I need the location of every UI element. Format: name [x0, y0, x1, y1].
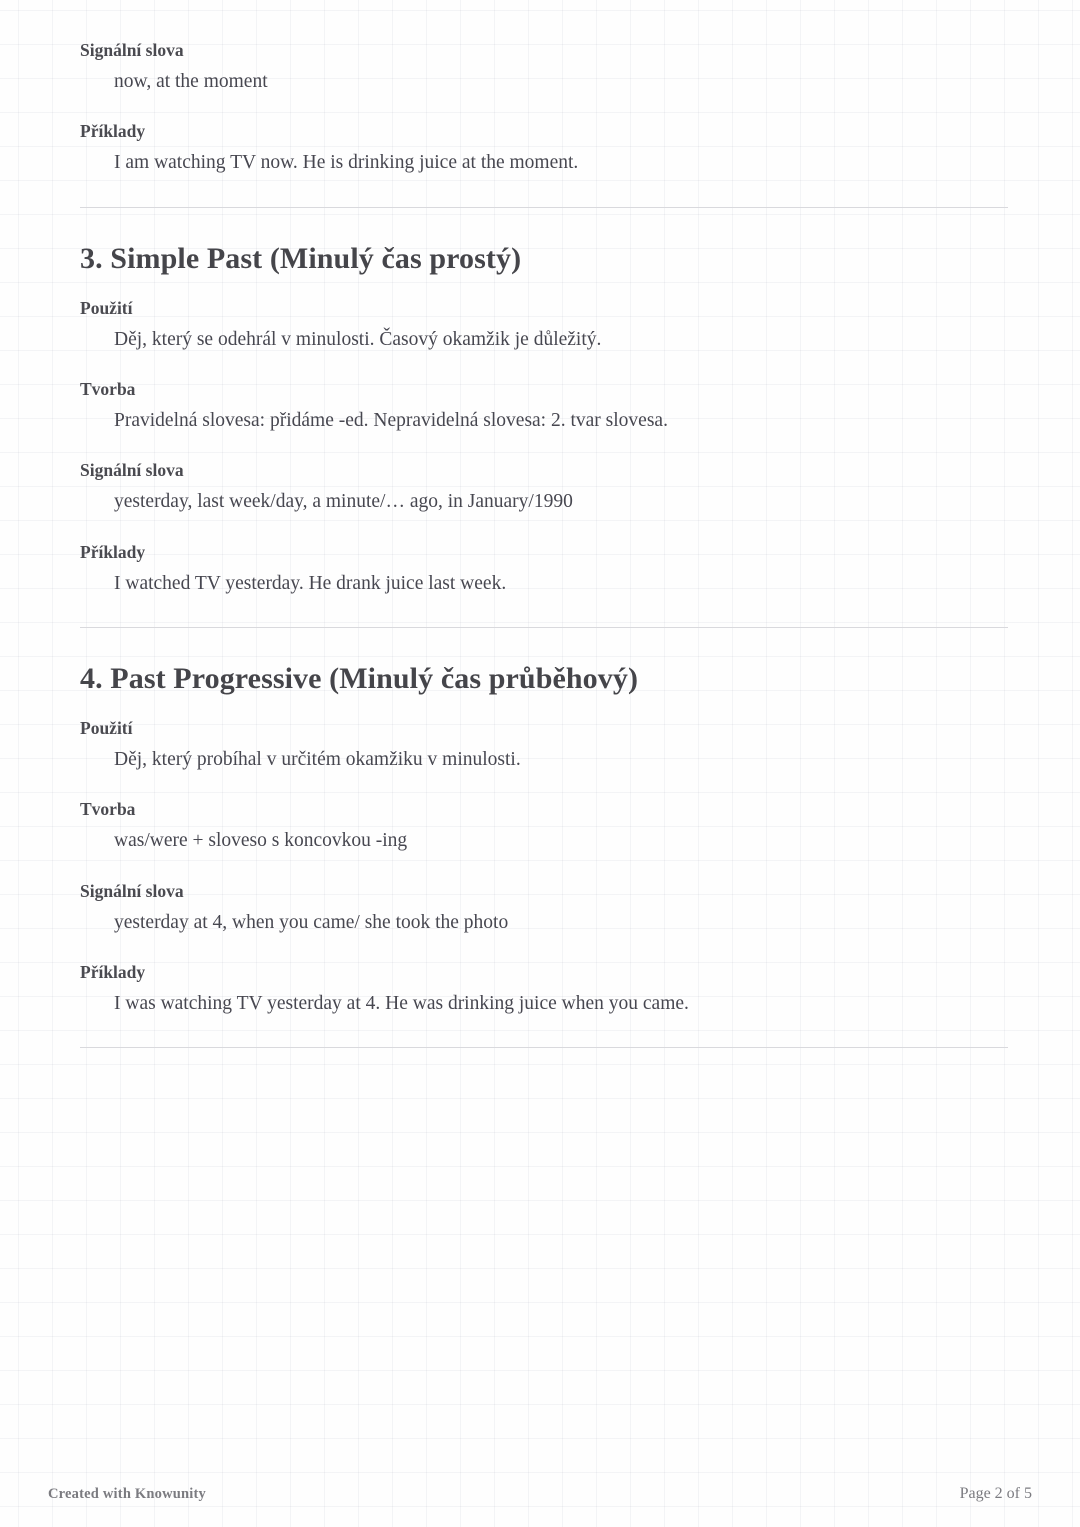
- document-content: [80, 40, 1008, 1048]
- field-value: Pravidelná slovesa: přidáme -ed. Nepravidelná slovesa: 2. tvar slovesa.: [114, 409, 668, 431]
- field-block: [80, 962, 1008, 1017]
- field-label: Příklady: [80, 961, 146, 982]
- field-block: [80, 121, 1008, 176]
- page-footer: [48, 1485, 1032, 1503]
- field-label: Příklady: [80, 541, 146, 562]
- section-present-progressive-continued: [80, 40, 1008, 208]
- field-block: [80, 718, 1008, 773]
- field-block: [80, 542, 1008, 597]
- field-value: I was watching TV yesterday at 4. He was drinking juice when you came.: [114, 992, 689, 1014]
- footer-credit: Created with Knowunity: [48, 1486, 207, 1502]
- footer-page-indicator: Page 2 of 5: [959, 1485, 1032, 1502]
- field-label: Signální slova: [80, 460, 184, 481]
- field-block: [80, 379, 1008, 434]
- section-heading: 4. Past Progressive (Minulý čas průběhový): [80, 661, 639, 695]
- field-value: yesterday, last week/day, a minute/… ago, in January/1990: [114, 491, 573, 513]
- field-label: Tvorba: [80, 799, 136, 820]
- field-block: [80, 298, 1008, 353]
- field-label: Použití: [80, 297, 133, 318]
- section-divider: [80, 207, 1008, 208]
- field-value: Děj, který probíhal v určitém okamžiku v minulosti.: [114, 748, 521, 770]
- section-divider: [80, 627, 1008, 628]
- section-simple-past: [80, 242, 1008, 628]
- field-label: Příklady: [80, 121, 146, 142]
- field-value: I am watching TV now. He is drinking juice at the moment.: [114, 152, 579, 174]
- field-block: [80, 799, 1008, 854]
- field-value: I watched TV yesterday. He drank juice last week.: [114, 572, 507, 594]
- section-divider: [80, 1047, 1008, 1048]
- field-label: Použití: [80, 717, 133, 738]
- section-heading: 3. Simple Past (Minulý čas prostý): [80, 241, 522, 275]
- field-value: Děj, který se odehrál v minulosti. Časový okamžik je důležitý.: [114, 328, 602, 350]
- section-past-progressive: [80, 662, 1008, 1048]
- field-label: Signální slova: [80, 880, 184, 901]
- field-block: [80, 40, 1008, 95]
- field-value: was/were + sloveso s koncovkou -ing: [114, 830, 408, 852]
- field-value: now, at the moment: [114, 71, 268, 92]
- field-block: [80, 881, 1008, 936]
- field-block: [80, 460, 1008, 515]
- field-label: Signální slova: [80, 40, 184, 60]
- field-value: yesterday at 4, when you came/ she took the photo: [114, 911, 509, 933]
- field-label: Tvorba: [80, 378, 136, 399]
